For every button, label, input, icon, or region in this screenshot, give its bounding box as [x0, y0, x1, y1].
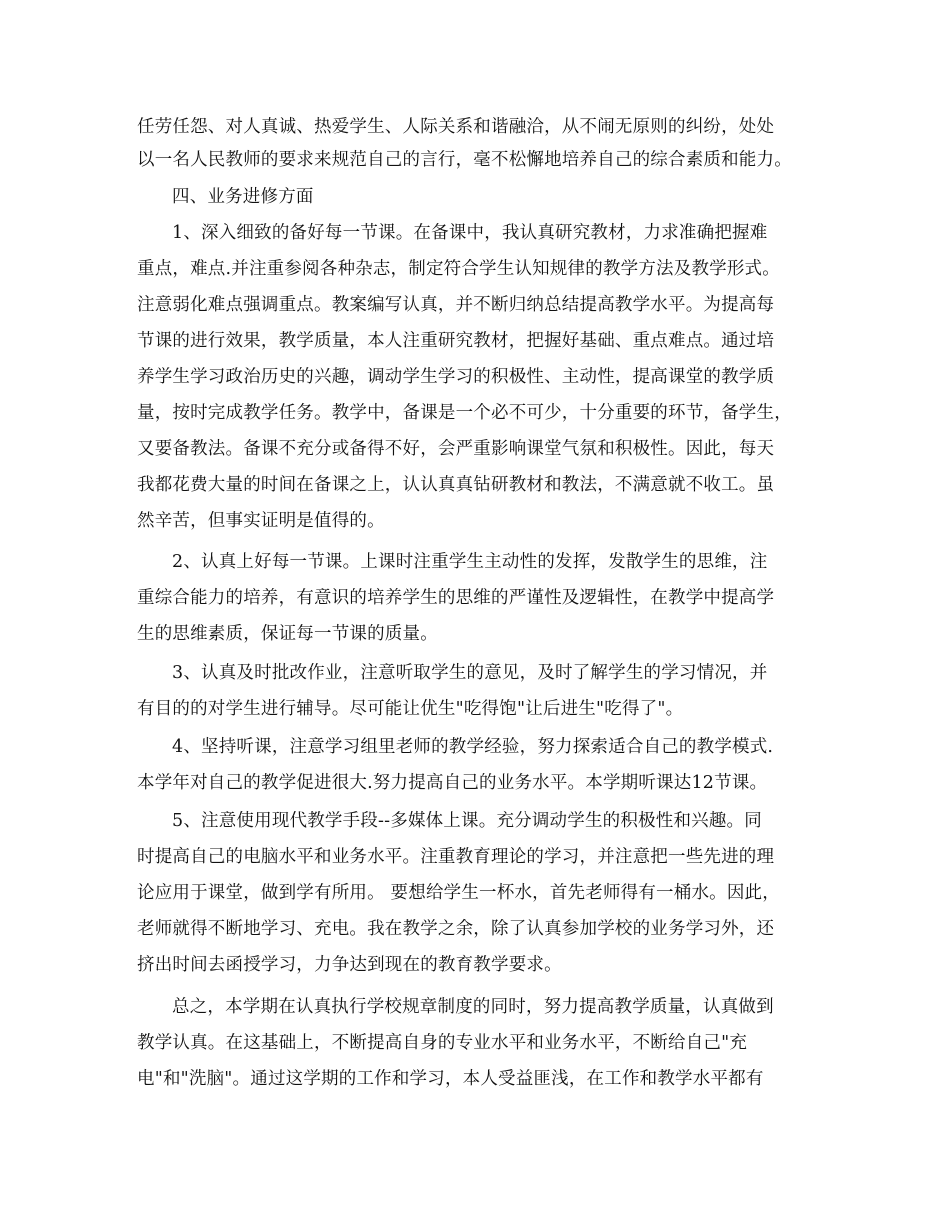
- text-line: 以一名人民教师的要求来规范自己的言行，毫不松懈地培养自己的综合素质和能力。: [137, 150, 792, 170]
- text-line: 养学生学习政治历史的兴趣，调动学生学习的积极性、主动性，提高课堂的教学质: [137, 367, 775, 387]
- text-line: 任劳任怨、对人真诚、热爱学生、人际关系和谐融洽，从不闹无原则的纠纷，处处: [137, 117, 775, 137]
- paragraph-start: 3、认真及时批改作业，注意听取学生的意见，及时了解学生的学习情况，并: [172, 663, 768, 683]
- text-line: 生的思维素质，保证每一节课的质量。: [137, 624, 438, 644]
- text-line: 时提高自己的电脑水平和业务水平。注重教育理论的学习，并注意把一些先进的理: [137, 847, 775, 867]
- text-line: 老师就得不断地学习、充电。我在教学之余，除了认真参加学校的业务学习外，还: [137, 919, 775, 939]
- text-line: 量，按时完成教学任务。教学中，备课是一个必不可少，十分重要的环节，备学生，: [137, 403, 792, 423]
- section-heading: 四、业务进修方面: [172, 187, 314, 207]
- text-line: 注意弱化难点强调重点。教案编写认真，并不断归纳总结提高教学水平。为提高每: [137, 295, 775, 315]
- paragraph-start: 1、深入细致的备好每一节课。在备课中，我认真研究教材，力求准确把握难: [172, 223, 768, 243]
- text-line: 然辛苦，但事实证明是值得的。: [137, 511, 385, 531]
- text-line: 论应用于课堂，做到学有所用。 要想给学生一杯水，首先老师得有一桶水。因此，: [137, 883, 780, 903]
- text-line: 重综合能力的培养，有意识的培养学生的思维的严谨性及逻辑性，在教学中提高学: [137, 588, 775, 608]
- text-line: 教学认真。在这基础上，不断提高自身的专业水平和业务水平，不断给自己"充: [137, 1033, 748, 1053]
- paragraph-start: 总之，本学期在认真执行学校规章制度的同时，努力提高教学质量，认真做到: [172, 997, 774, 1017]
- text-line: 电"和"洗脑"。通过这学期的工作和学习，本人受益匪浅，在工作和教学水平都有: [137, 1069, 764, 1089]
- text-line: 本学年对自己的教学促进很大.努力提高自己的业务水平。本学期听课达12节课。: [137, 773, 768, 793]
- text-line: 有目的的对学生进行辅导。尽可能让优生"吃得饱"让后进生"吃得了"。: [137, 699, 684, 719]
- paragraph-start: 4、坚持听课，注意学习组里老师的教学经验，努力探索适合自己的教学模式.: [172, 737, 774, 757]
- paragraph-start: 5、注意使用现代教学手段--多媒体上课。充分调动学生的积极性和兴趣。同: [172, 811, 762, 831]
- text-line: 挤出时间去函授学习，力争达到现在的教育教学要求。: [137, 955, 562, 975]
- text-line: 又要备教法。备课不充分或备得不好，会严重影响课堂气氛和积极性。因此，每天: [137, 439, 775, 459]
- text-line: 节课的进行效果，教学质量，本人注重研究教材，把握好基础、重点难点。通过培: [137, 331, 775, 351]
- text-line: 重点，难点.并注重参阅各种杂志，制定符合学生认知规律的教学方法及教学形式。: [137, 259, 780, 279]
- paragraph-start: 2、认真上好每一节课。上课时注重学生主动性的发挥，发散学生的思维，注: [172, 552, 768, 572]
- text-line: 我都花费大量的时间在备课之上，认认真真钻研教材和教法，不满意就不收工。虽: [137, 475, 775, 495]
